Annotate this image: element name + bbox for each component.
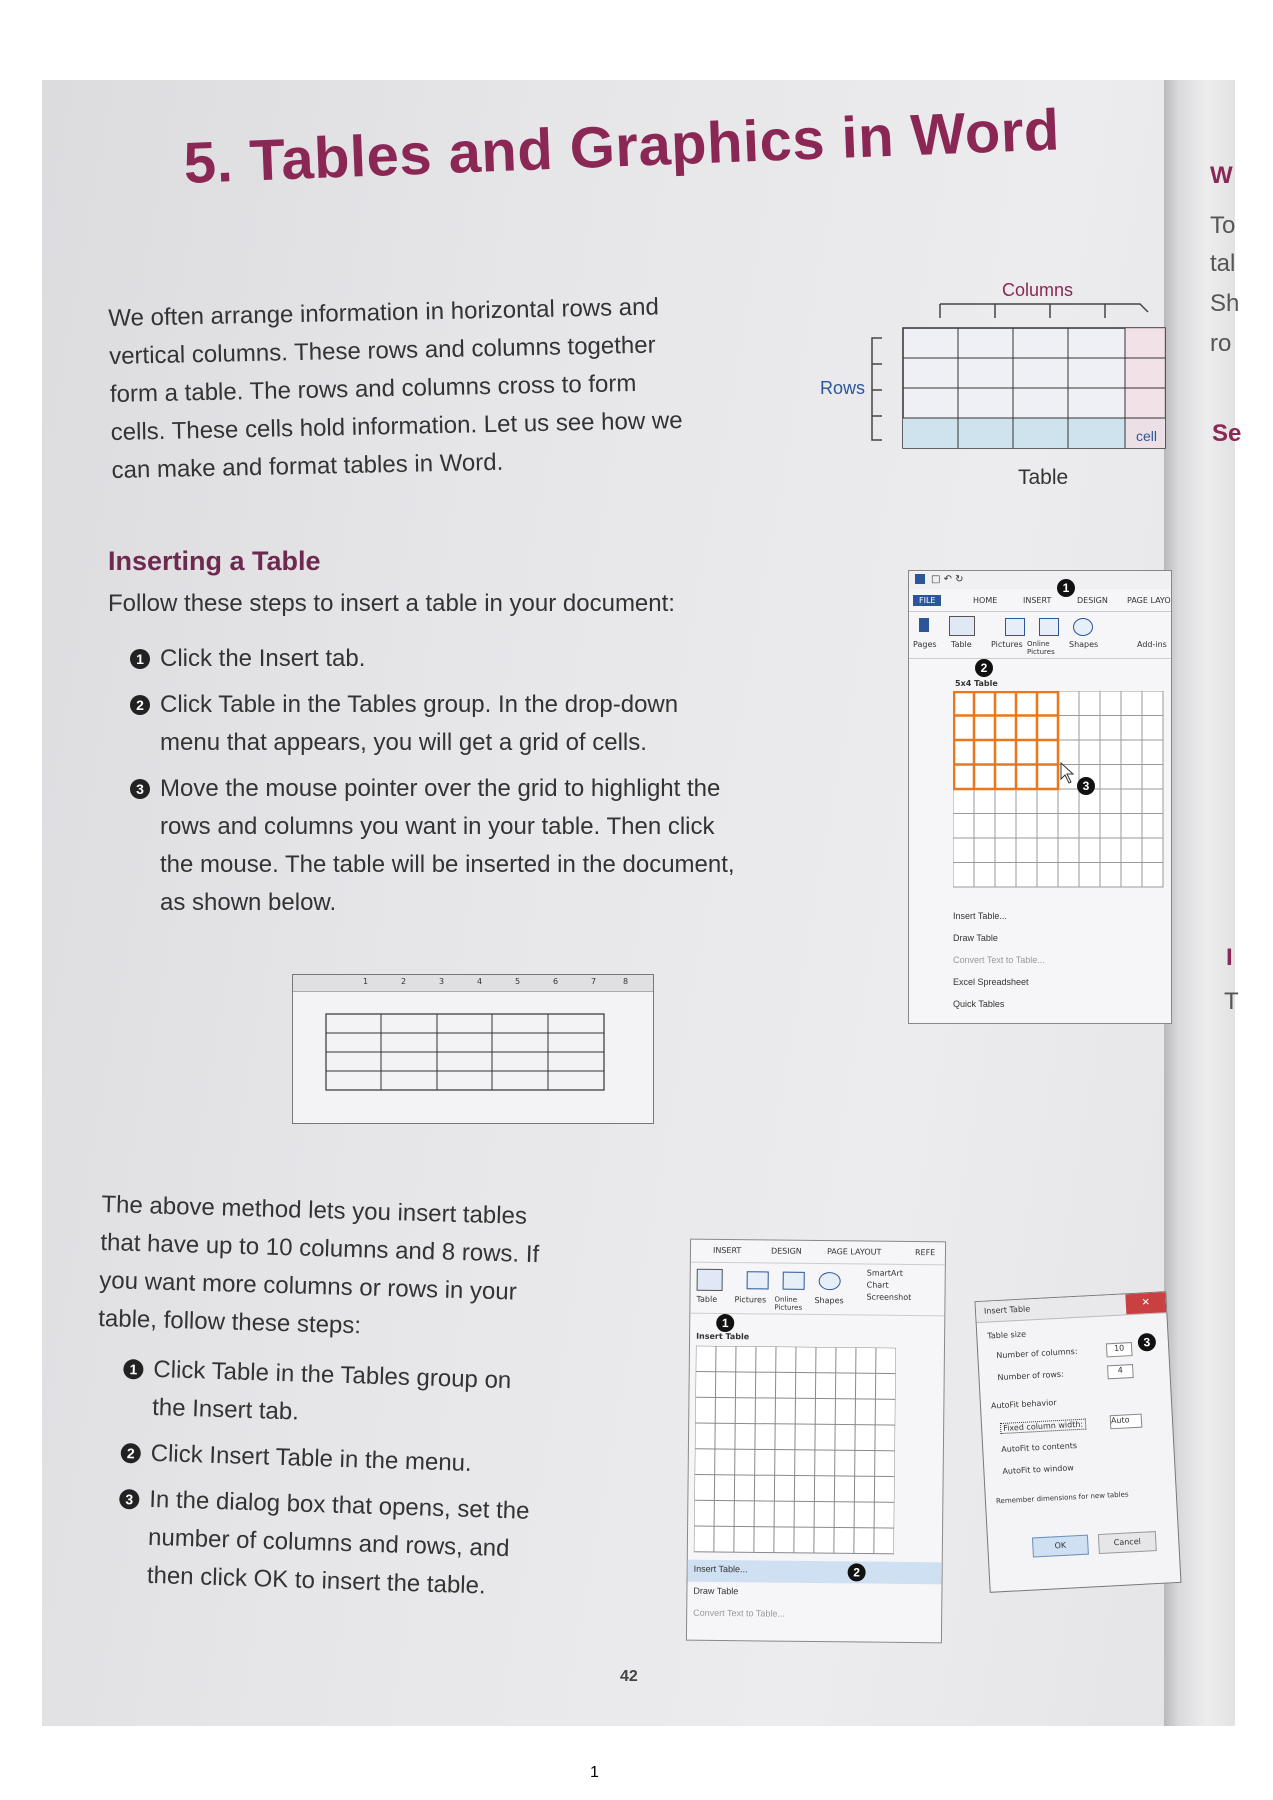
callout-3: 3 — [1137, 1333, 1156, 1352]
group-pictures: Pictures — [734, 1295, 767, 1305]
group-shapes: Shapes — [814, 1295, 844, 1306]
step-text: as shown below. — [160, 889, 337, 916]
group-add-ins: Add-ins — [1137, 640, 1167, 649]
callout-1: 1 — [716, 1314, 734, 1332]
intro-line: We often arrange information in horizontal rows and — [108, 293, 660, 332]
para2-line: The above method lets you insert tables — [101, 1190, 528, 1230]
pages-icon — [919, 618, 929, 632]
table-menu — [953, 911, 1163, 1021]
group-online-pictures: Online Pictures — [774, 1295, 803, 1312]
grid-size-label: 5x4 Table — [955, 679, 998, 688]
intro-line: vertical columns. These rows and columns together — [108, 331, 656, 370]
right-page-fragment: ro — [1210, 330, 1232, 357]
steps-list-2 — [116, 1350, 604, 1617]
ribbon-groups-2 — [690, 1262, 945, 1317]
pdf-page-number: 1 — [590, 1764, 599, 1781]
autofit-window-option[interactable]: AutoFit to window — [1002, 1463, 1074, 1476]
ribbon-groups — [909, 611, 1171, 659]
step-text: the Insert tab. — [151, 1393, 300, 1426]
step-item — [120, 1434, 601, 1487]
table-icon[interactable] — [949, 616, 975, 636]
callout-2: 2 — [848, 1563, 866, 1581]
save-undo-icons: □ ↶ ↻ — [931, 574, 964, 585]
online-pictures-icon — [783, 1272, 805, 1290]
columns-field-label: Number of columns: — [996, 1346, 1078, 1361]
ruler — [293, 975, 653, 992]
step-item — [122, 1350, 604, 1441]
online-pictures-icon — [1039, 618, 1059, 636]
step-item — [130, 770, 810, 922]
fixed-width-option[interactable]: Fixed column width: — [1000, 1419, 1086, 1434]
menu-insert-table[interactable]: Insert Table... — [953, 911, 1007, 921]
ribbon-tabs-2 — [691, 1244, 945, 1263]
table-grid-picker[interactable] — [953, 691, 1167, 891]
group-smartart: SmartArt — [866, 1268, 903, 1278]
tab-references[interactable]: REFE — [914, 1248, 936, 1258]
right-page-fragment: W — [1210, 162, 1233, 189]
intro-paragraph — [108, 287, 752, 490]
right-page-fragment: tal — [1210, 250, 1236, 277]
group-pages: Pages — [913, 640, 937, 649]
step-item — [116, 1480, 599, 1609]
step-item — [130, 640, 810, 678]
close-icon[interactable]: ✕ — [1125, 1292, 1166, 1314]
step-text: Click the Insert tab. — [160, 645, 366, 672]
step-text: Click Insert Table in the menu. — [150, 1439, 473, 1477]
step-number: 3 — [119, 1489, 140, 1510]
cancel-button[interactable]: Cancel — [1098, 1531, 1157, 1554]
group-online-pictures: Online Pictures — [1027, 640, 1055, 656]
group-table[interactable]: Table — [951, 640, 972, 649]
section-lead: Follow these steps to insert a table in your document: — [108, 590, 675, 617]
right-page-fragment: T — [1224, 988, 1239, 1015]
second-paragraph — [98, 1186, 622, 1352]
table-grid-picker-2[interactable] — [694, 1346, 896, 1558]
step-text: menu that appears, you will get a grid of cells. — [160, 729, 647, 756]
ribbon-tabs — [909, 593, 1171, 609]
pictures-icon — [747, 1271, 769, 1289]
menu-draw-table[interactable]: Draw Table — [953, 933, 998, 943]
step-text: In the dialog box that opens, set the — [148, 1485, 530, 1525]
dialog-title: Insert Table — [983, 1304, 1031, 1316]
tab-page-layout[interactable]: PAGE LAYO — [1127, 596, 1171, 605]
rows-input[interactable]: 4 — [1107, 1364, 1134, 1379]
tab-design[interactable]: DESIGN — [1077, 596, 1108, 605]
table-label: Table — [1018, 466, 1069, 489]
quick-access-toolbar — [909, 571, 1171, 589]
ruler-number: 5 — [515, 977, 521, 986]
right-page-fragment: To — [1210, 212, 1236, 239]
group-shapes: Shapes — [1069, 640, 1099, 649]
para2-line: that have up to 10 columns and 8 rows. If — [100, 1228, 540, 1269]
ruler-number: 8 — [623, 977, 629, 986]
intro-line: form a table. The rows and columns cross to form — [109, 369, 637, 408]
book-page-number: 42 — [620, 1668, 638, 1685]
table-diagram — [800, 280, 1170, 490]
columns-label: Columns — [1002, 280, 1074, 300]
chapter-title: 5. Tables and Graphics in Word — [182, 97, 1061, 197]
step-item — [130, 686, 810, 762]
para2-line: you want more columns or rows in your — [98, 1266, 518, 1306]
callout-3: 3 — [1077, 777, 1095, 795]
cell-label: cell — [1136, 428, 1158, 444]
columns-input[interactable]: 10 — [1106, 1342, 1133, 1357]
fixed-width-input[interactable]: Auto — [1110, 1414, 1143, 1430]
step-text: the mouse. The table will be inserted in the document, — [160, 851, 735, 878]
insert-table-dialog — [974, 1291, 1181, 1593]
tab-home[interactable]: HOME — [973, 596, 998, 605]
inserted-table — [325, 1013, 607, 1093]
word-ribbon-screenshot-2 — [686, 1239, 946, 1644]
menu-convert-text[interactable]: Convert Text to Table... — [693, 1607, 785, 1619]
right-page-fragment: Sh — [1210, 290, 1240, 317]
tab-insert[interactable]: INSERT — [1023, 596, 1052, 605]
step-text: then click OK to insert the table. — [146, 1561, 487, 1600]
rows-field-label: Number of rows: — [997, 1369, 1065, 1383]
tab-file[interactable]: FILE — [913, 595, 941, 606]
steps-list — [130, 640, 810, 930]
intro-line: can make and format tables in Word. — [111, 448, 504, 484]
step-text: Click Table in the Tables group on — [152, 1355, 512, 1395]
ruler-number: 3 — [439, 977, 445, 986]
group-pictures: Pictures — [991, 640, 1023, 649]
right-page-fragment: I — [1226, 944, 1233, 971]
section-heading: Inserting a Table — [108, 546, 321, 576]
step-text: rows and columns you want in your table. Then click — [160, 813, 715, 840]
grid-label: Insert Table — [696, 1331, 750, 1342]
tab-insert[interactable]: INSERT — [712, 1245, 742, 1256]
pictures-icon — [1005, 618, 1025, 636]
word-icon — [915, 574, 925, 584]
callout-1: 1 — [1057, 579, 1075, 597]
step-number: 1 — [123, 1359, 144, 1380]
ok-button[interactable]: OK — [1032, 1535, 1089, 1558]
step-number: 2 — [130, 695, 150, 715]
autofit-label: AutoFit behavior — [990, 1398, 1057, 1411]
table-diagram-graphic — [800, 280, 1170, 460]
document-preview — [292, 974, 654, 1124]
ruler-number: 6 — [553, 977, 559, 986]
menu-draw-table[interactable]: Draw Table — [693, 1585, 739, 1597]
tab-page-layout[interactable]: PAGE LAYOUT — [826, 1247, 882, 1257]
table-size-label: Table size — [987, 1329, 1027, 1341]
remember-checkbox[interactable]: Remember dimensions for new tables — [995, 1490, 1129, 1506]
intro-line: cells. These cells hold information. Let us see how we — [110, 406, 683, 446]
word-ribbon-screenshot-1 — [908, 570, 1172, 1024]
menu-excel-spreadsheet[interactable]: Excel Spreadsheet — [953, 977, 1029, 987]
callout-2: 2 — [975, 659, 993, 677]
step-number: 1 — [130, 649, 150, 669]
step-text: Click Table in the Tables group. In the drop-down — [160, 691, 679, 718]
group-table[interactable]: Table — [696, 1294, 718, 1304]
shapes-icon — [819, 1272, 841, 1290]
group-screenshot: Screenshot — [866, 1292, 912, 1302]
ruler-number: 7 — [591, 977, 597, 986]
table-menu-2 — [693, 1564, 934, 1633]
table-icon[interactable] — [697, 1269, 723, 1291]
menu-convert-text[interactable]: Convert Text to Table... — [953, 955, 1045, 965]
tab-design[interactable]: DESIGN — [770, 1246, 802, 1256]
step-text: Move the mouse pointer over the grid to highlight the — [160, 775, 721, 802]
para2-line: table, follow these steps: — [97, 1304, 362, 1340]
step-number: 3 — [130, 779, 150, 799]
menu-quick-tables[interactable]: Quick Tables — [953, 999, 1005, 1009]
ruler-number: 1 — [363, 977, 369, 986]
group-chart: Chart — [866, 1280, 889, 1290]
menu-insert-table[interactable]: Insert Table... — [693, 1563, 748, 1575]
ruler-number: 2 — [401, 977, 407, 986]
step-number: 2 — [120, 1443, 141, 1464]
right-page-fragment: Se — [1212, 420, 1242, 447]
step-text: number of columns and rows, and — [147, 1523, 510, 1563]
autofit-contents-option[interactable]: AutoFit to contents — [1001, 1441, 1078, 1455]
ruler-number: 4 — [477, 977, 483, 986]
shapes-icon — [1073, 618, 1093, 636]
rows-label: Rows — [820, 378, 866, 398]
